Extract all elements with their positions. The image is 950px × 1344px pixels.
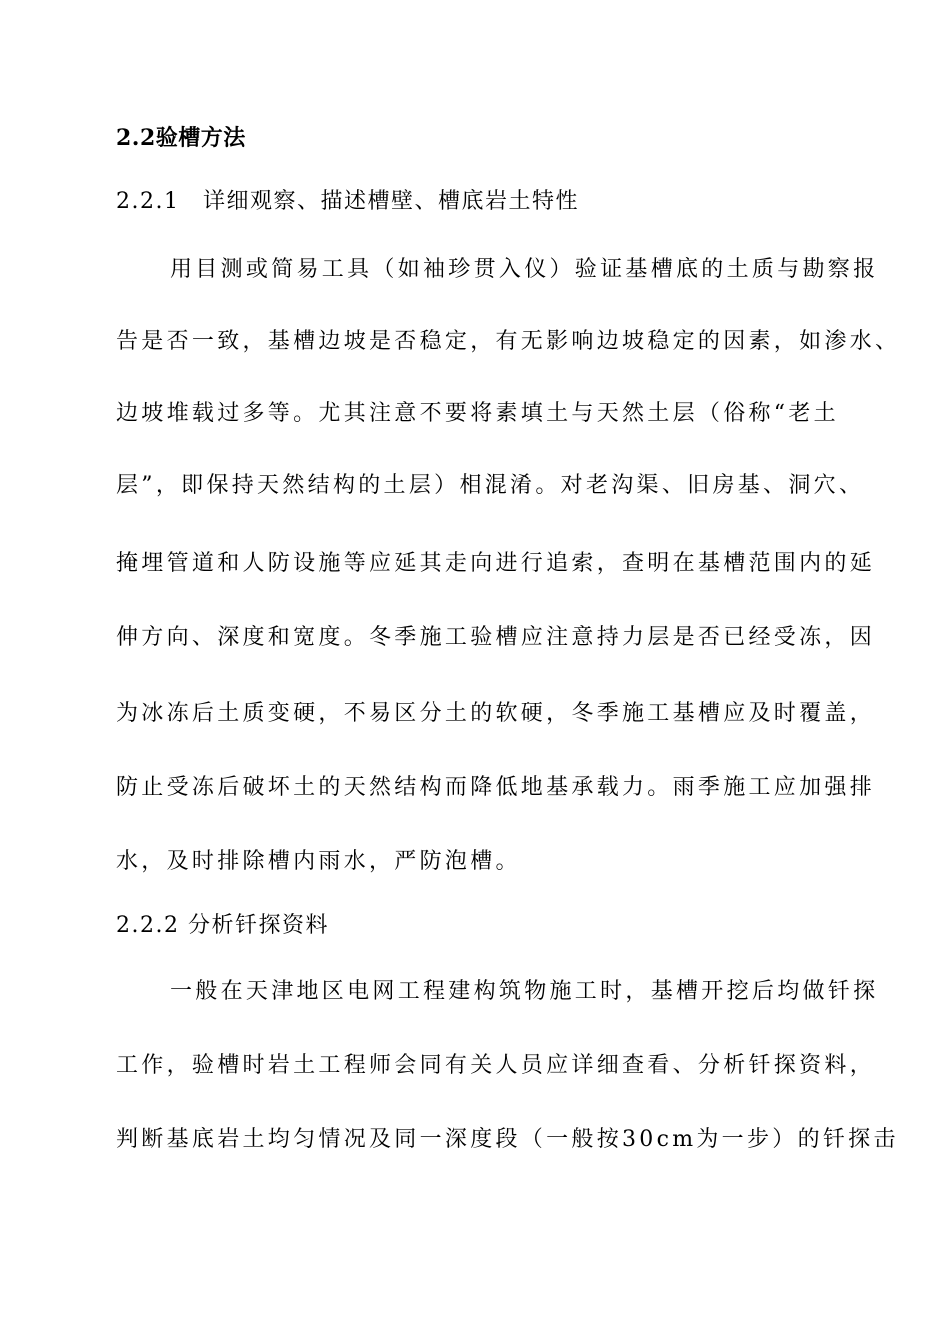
paragraph-line: 层”，即保持天然结构的土层）相混淆。对老沟渠、旧房基、洞穴、	[116, 473, 865, 498]
paragraph-line: 防止受冻后破坏土的天然结构而降低地基承载力。雨季施工应加强排	[116, 775, 876, 800]
paragraph-line: 判断基底岩土均匀情况及同一深度段（一般按30cm为一步）的钎探击	[116, 1127, 899, 1152]
paragraph-line: 一般在天津地区电网工程建构筑物施工时，基槽开挖后均做钎探	[170, 979, 879, 1004]
subsection-title-2-2-2: 2.2.2 分析钎探资料	[116, 913, 329, 938]
subsection-title-2-2-1: 2.2.1 详细观察、描述槽壁、槽底岩土特性	[116, 189, 579, 214]
paragraph-line: 水，及时排除槽内雨水，严防泡槽。	[116, 849, 521, 874]
section-heading: 2.2验槽方法	[116, 125, 246, 151]
paragraph-line: 告是否一致，基槽边坡是否稳定，有无影响边坡稳定的因素，如渗水、	[116, 329, 901, 354]
paragraph-line: 边坡堆载过多等。尤其注意不要将素填土与天然土层（俗称“老土	[116, 401, 839, 426]
paragraph-line: 工作，验槽时岩土工程师会同有关人员应详细查看、分析钎探资料，	[116, 1053, 876, 1078]
paragraph-line: 伸方向、深度和宽度。冬季施工验槽应注意持力层是否已经受冻，因	[116, 625, 876, 650]
paragraph-line: 用目测或简易工具（如袖珍贯入仪）验证基槽底的土质与勘察报	[170, 257, 879, 282]
paragraph-line: 为冰冻后土质变硬，不易区分土的软硬，冬季施工基槽应及时覆盖，	[116, 701, 876, 726]
paragraph-line: 掩埋管道和人防设施等应延其走向进行追索，查明在基槽范围内的延	[116, 551, 876, 576]
